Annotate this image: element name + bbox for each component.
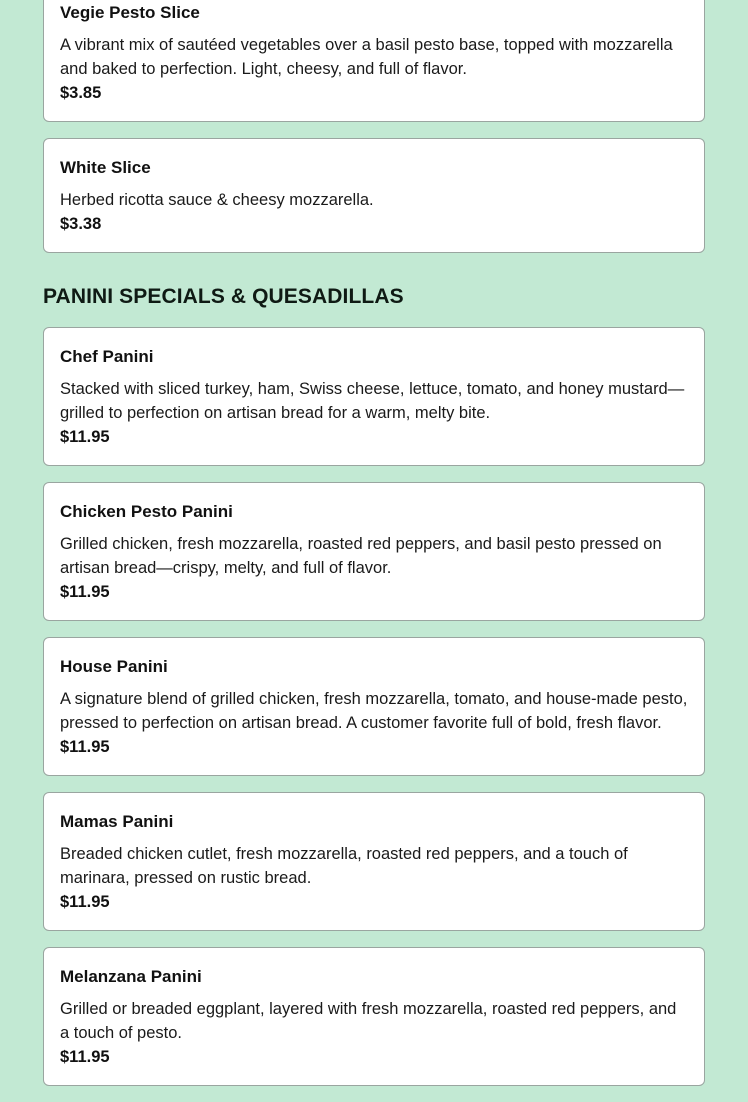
menu-item-description: Breaded chicken cutlet, fresh mozzarella, roasted red peppers, and a touch of marinara, pressed on rustic bread. xyxy=(60,845,628,887)
menu-item-name: Vegie Pesto Slice xyxy=(60,3,200,22)
menu-item-price: $11.95 xyxy=(60,428,110,446)
menu-item-description: A vibrant mix of sautéed vegetables over a basil pesto base, topped with mozzarella and baked to perfection. Light, cheesy, and full of flavor. xyxy=(60,36,673,78)
menu-item-card-melanzana-panini[interactable] xyxy=(43,947,705,1086)
menu-item-price: $11.95 xyxy=(60,893,110,911)
menu-item-card-vegie-pesto-slice[interactable] xyxy=(43,0,705,122)
menu-item-name: Mamas Panini xyxy=(60,812,174,831)
menu-item-card-white-slice[interactable] xyxy=(43,138,705,253)
menu-item-description: Grilled or breaded eggplant, layered with fresh mozzarella, roasted red peppers, and a touch of pesto. xyxy=(60,1000,677,1042)
menu-item-name: House Panini xyxy=(60,657,168,676)
menu-item-description: A signature blend of grilled chicken, fresh mozzarella, tomato, and house-made pesto, pressed to perfection on artisan bread. A customer favorite full of bold, fresh flavor. xyxy=(60,690,688,732)
menu-item-name: White Slice xyxy=(60,158,151,177)
menu-page xyxy=(43,0,705,1102)
menu-item-name: Melanzana Panini xyxy=(60,967,202,986)
menu-item-card-mamas-panini[interactable] xyxy=(43,792,705,931)
menu-item-name: Chef Panini xyxy=(60,347,154,366)
menu-item-price: $11.95 xyxy=(60,1048,110,1066)
menu-item-price: $11.95 xyxy=(60,738,110,756)
menu-item-card-house-panini[interactable] xyxy=(43,637,705,776)
menu-item-description: Herbed ricotta sauce & cheesy mozzarella. xyxy=(60,191,374,209)
menu-item-price: $3.38 xyxy=(60,215,102,233)
menu-item-description: Stacked with sliced turkey, ham, Swiss cheese, lettuce, tomato, and honey mustard—grilled to perfection on artisan bread for a warm, melty bite. xyxy=(60,380,685,422)
section-heading-panini: PANINI SPECIALS & QUESADILLAS xyxy=(43,285,404,308)
menu-item-price: $11.95 xyxy=(60,583,110,601)
menu-item-description: Grilled chicken, fresh mozzarella, roasted red peppers, and basil pesto pressed on artisan bread—crispy, melty, and full of flavor. xyxy=(60,535,662,577)
menu-item-card-chef-panini[interactable] xyxy=(43,327,705,466)
menu-item-name: Chicken Pesto Panini xyxy=(60,502,233,521)
menu-item-price: $3.85 xyxy=(60,84,102,102)
menu-item-card-chicken-pesto-panini[interactable] xyxy=(43,482,705,621)
